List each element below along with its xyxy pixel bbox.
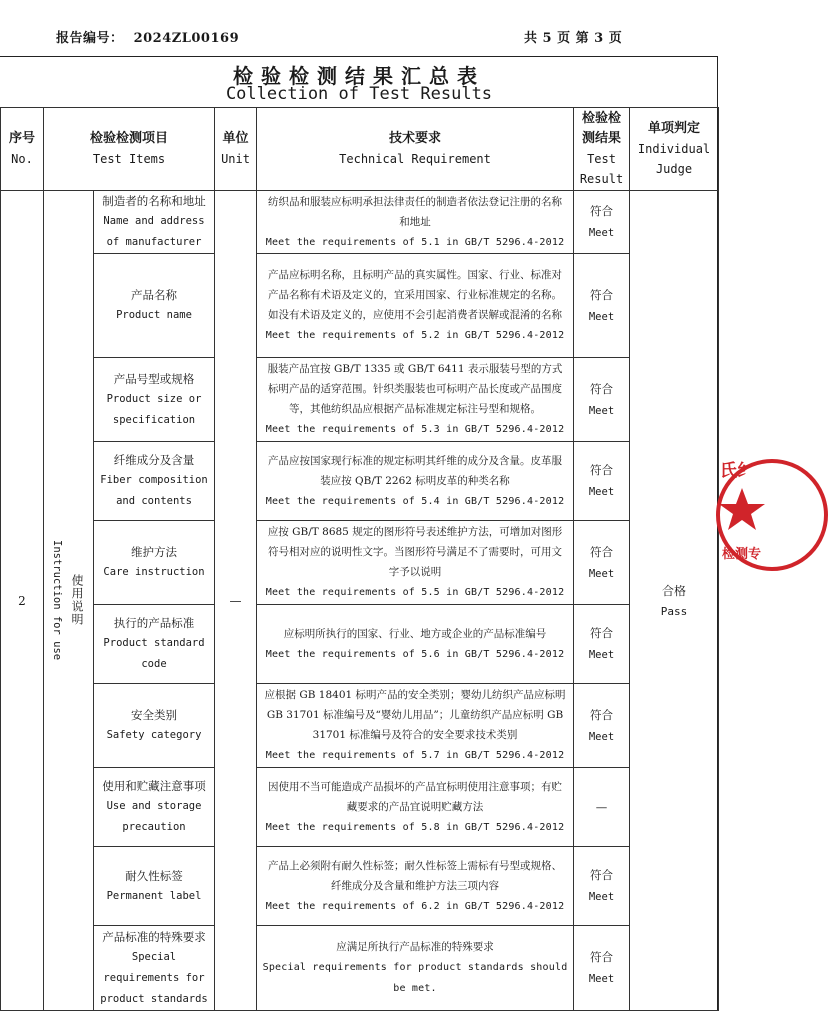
requirement-cn: 因使用不当可能造成产品损坏的产品宜标明使用注意事项；有贮藏要求的产品宜说明贮藏方法 (268, 780, 563, 813)
table-row (1, 684, 719, 768)
result-cn: — (595, 800, 608, 814)
requirement-cn: 产品应标明名称，且标明产品的真实属性。国家、行业、标准对产品名称有术语及定义的，宜采用国家、行业标准规定的名称。如没有术语及定义的，应使用不会引起消费者误解或混淆的名称 (268, 269, 563, 321)
unit-cell: — (215, 191, 257, 1011)
judge-cn: 合格 (662, 583, 687, 598)
result-cell (574, 847, 630, 926)
requirement-cell (257, 926, 574, 1011)
item-name-cell (94, 684, 215, 768)
item-name-cell (94, 926, 215, 1011)
result-cell (574, 191, 630, 254)
result-cell (574, 358, 630, 442)
table-row (1, 442, 719, 521)
requirement-en: Meet the requirements of 5.6 in GB/T 5296.4-2012 (265, 648, 565, 660)
requirement-cell (257, 768, 574, 847)
result-cell (574, 684, 630, 768)
result-en: Meet (588, 973, 615, 985)
row-number: 2 (1, 191, 44, 1011)
col-judge-en: Individual Judge (637, 142, 711, 176)
requirement-cell (257, 442, 574, 521)
item-name-cell (94, 191, 215, 254)
requirement-cn: 应满足所执行产品标准的特殊要求 (336, 941, 494, 953)
title-english: Collection of Test Results (225, 84, 493, 104)
item-name-en: Fiber composition and contents (100, 474, 208, 507)
result-cell (574, 926, 630, 1011)
item-name-en: Product standard code (103, 637, 205, 670)
category-cn: 使用说明 (70, 574, 84, 627)
requirement-en: Meet the requirements of 5.3 in GB/T 5296.4-2012 (265, 424, 565, 435)
requirement-en: Meet the requirements of 5.7 in GB/T 5296.4-2012 (265, 750, 565, 761)
result-cell (574, 521, 630, 605)
result-en: Meet (588, 486, 615, 498)
col-requirement (257, 108, 574, 191)
requirement-en: Special requirements for product standards should be met. (262, 962, 568, 994)
item-name-cn: 产品名称 (131, 288, 177, 302)
item-name-cn: 维护方法 (131, 545, 177, 559)
col-item-cn: 检验检测项目 (90, 131, 169, 146)
result-cell (574, 605, 630, 684)
table-row (1, 521, 719, 605)
requirement-en: Meet the requirements of 5.1 in GB/T 5296.4-2012 (265, 236, 565, 248)
table-row (1, 768, 719, 847)
seal-text-top: 氏纟 (720, 461, 754, 481)
result-cell (574, 254, 630, 358)
col-judge (630, 108, 719, 191)
item-name-en: Product name (116, 309, 192, 321)
requirement-cn: 产品上必须附有耐久性标签；耐久性标签上需标有号型或规格、纤维成分及含量和维护方法三项内容 (268, 859, 563, 892)
table-row (1, 847, 719, 926)
col-unit-en: Unit (221, 152, 250, 166)
col-result-cn: 检验检测结果 (582, 111, 622, 146)
result-cn: 符合 (590, 868, 614, 882)
requirement-cn: 应按 GB/T 8685 规定的图形符号表述维护方法，可增加对图形符号相对应的说明性文字。当图形符号满足不了需要时，可用文字予以说明 (267, 526, 563, 578)
col-result-en: Test Result (579, 152, 624, 186)
item-name-en: Care instruction (103, 566, 205, 578)
item-name-en: Permanent label (106, 889, 202, 902)
results-table (0, 107, 719, 1011)
title-chinese: 检验检测结果汇总表 (233, 64, 485, 88)
item-name-en: Safety category (106, 729, 202, 741)
col-req-cn: 技术要求 (389, 131, 442, 146)
item-name-cn: 耐久性标签 (125, 868, 183, 883)
item-name-cell (94, 358, 215, 442)
item-name-cn: 使用和贮藏注意事项 (102, 779, 206, 793)
item-name-cn: 安全类别 (131, 708, 177, 722)
result-cn: 符合 (590, 287, 614, 302)
seal-text-bottom: 检测专 (722, 547, 762, 562)
col-unit-cn: 单位 (222, 131, 249, 146)
item-name-cn: 产品标准的特殊要求 (102, 929, 206, 944)
result-cn: 符合 (590, 626, 614, 640)
item-name-cn: 产品号型或规格 (113, 371, 195, 386)
result-cn: 符合 (590, 204, 614, 218)
table-row (1, 191, 719, 254)
col-unit (215, 108, 257, 191)
requirement-cell (257, 254, 574, 358)
table-row (1, 926, 719, 1011)
item-name-cell (94, 521, 215, 605)
requirement-cell (257, 847, 574, 926)
result-en: Meet (588, 227, 615, 239)
col-req-en: Technical Requirement (339, 152, 491, 166)
item-name-cell (94, 442, 215, 521)
result-en: Meet (588, 891, 615, 903)
requirement-cn: 产品应按国家现行标准的规定标明其纤维的成分及含量。皮革服装应按 QB/T 2262 标明皮革的种类名称 (268, 454, 563, 487)
col-seq-en: No. (11, 152, 33, 166)
requirement-cn: 应根据 GB 18401 标明产品的安全类别；婴幼儿纺织产品应标明 GB 31701 标准编号及“婴幼儿用品”；儿童纺织产品应标明 GB 31701 标准编号及符合的安全要求技术类别 (264, 689, 566, 741)
result-cn: 符合 (590, 463, 614, 477)
result-en: Meet (588, 730, 615, 743)
col-judge-cn: 单项判定 (648, 121, 701, 136)
result-cn: 符合 (590, 544, 614, 559)
report-number (56, 27, 239, 46)
category-cell (44, 191, 94, 1011)
col-seq (1, 108, 44, 191)
table-row (1, 605, 719, 684)
item-name-en: Special requirements for product standards (100, 950, 208, 1005)
requirement-cell (257, 684, 574, 768)
requirement-cn: 纺织品和服装应标明承担法律责任的制造者依法登记注册的名称和地址 (268, 195, 563, 228)
table-row (1, 254, 719, 358)
requirement-cn: 服装产品宜按 GB/T 1335 或 GB/T 6411 表示服装号型的方式标明产品的适穿范围。针织类服装也可标明产品长度或产品围度等，其他纺织品应根据产品标准规定标注号型和规格。 (267, 363, 563, 415)
item-name-cell (94, 605, 215, 684)
requirement-en: Meet the requirements of 5.2 in GB/T 5296.4-2012 (265, 330, 565, 341)
requirement-en: Meet the requirements of 5.8 in GB/T 5296.4-2012 (265, 821, 565, 833)
col-item (44, 108, 215, 191)
item-name-cell (94, 847, 215, 926)
col-item-en: Test Items (92, 152, 166, 166)
requirement-en: Meet the requirements of 6.2 in GB/T 5296.4-2012 (265, 900, 565, 912)
result-cell (574, 768, 630, 847)
item-name-en: Name and address of manufacturer (103, 215, 205, 248)
requirement-en: Meet the requirements of 5.4 in GB/T 5296.4-2012 (265, 495, 565, 507)
report-number-label: 报告编号： (56, 31, 124, 46)
item-name-cell (94, 254, 215, 358)
item-name-cn: 纤维成分及含量 (113, 453, 195, 467)
page-count: 共 5 页 第 3 页 (524, 31, 623, 46)
item-name-cn: 制造者的名称和地址 (102, 194, 206, 208)
result-cn: 符合 (590, 381, 614, 396)
result-cn: 符合 (590, 707, 614, 722)
result-en: Meet (588, 404, 615, 417)
category-en: Instruction for use (51, 540, 63, 661)
judge-en: Pass (660, 604, 688, 618)
requirement-cn: 应标明所执行的国家、行业、地方或企业的产品标准编号 (283, 627, 547, 640)
result-cell (574, 442, 630, 521)
result-en: Meet (588, 649, 615, 661)
col-result (574, 108, 630, 191)
item-name-en: Use and storage precaution (106, 800, 202, 833)
report-number-value: 2024ZL00169 (133, 31, 240, 46)
requirement-cell (257, 358, 574, 442)
result-cn: 符合 (590, 950, 614, 964)
item-name-cell (94, 768, 215, 847)
judge-cell (630, 191, 719, 1011)
requirement-cell (257, 191, 574, 254)
requirement-cell (257, 605, 574, 684)
col-seq-cn: 序号 (8, 131, 35, 146)
result-en: Meet (588, 310, 615, 323)
result-en: Meet (588, 567, 615, 580)
header-row (1, 108, 719, 191)
table-row (1, 358, 719, 442)
inspection-seal (712, 446, 786, 584)
requirement-cell (257, 521, 574, 605)
item-name-en: Product size or specification (106, 392, 202, 426)
requirement-en: Meet the requirements of 5.5 in GB/T 5296.4-2012 (265, 587, 565, 598)
item-name-cn: 执行的产品标准 (113, 616, 195, 630)
